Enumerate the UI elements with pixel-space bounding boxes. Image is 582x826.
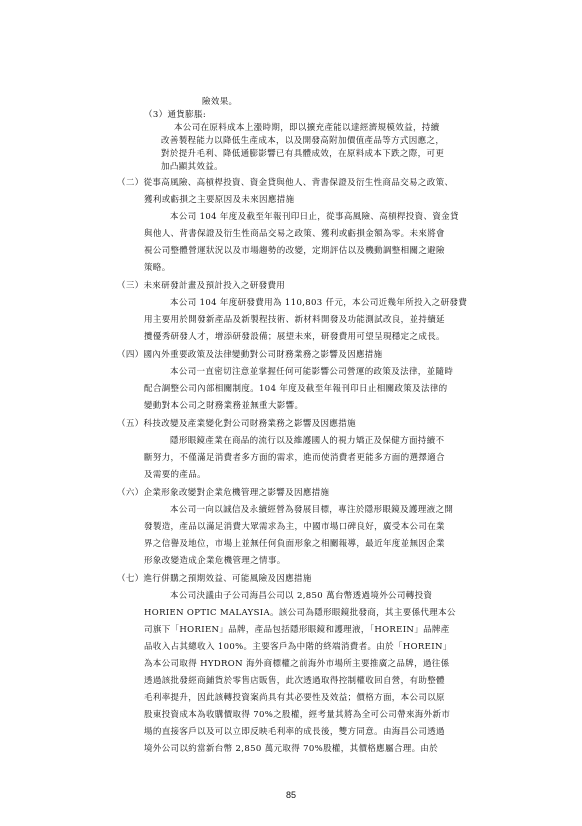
text-line: 本公司在原料成本上漲時期，即以擴充產能以達經濟規模效益，持續: [174, 123, 440, 133]
text-line: 對於提升毛利、降低通膨影響已有具體成效，在原料成本下跌之際，可更: [161, 149, 445, 159]
text-line: 攬優秀研發人才，增添研發設備；展望未來，研發費用可望呈現穩定之成長。: [144, 332, 445, 342]
text-line: 及需要的產品。: [144, 470, 206, 480]
text-line: 變動對本公司之財務業務並無重大影響。: [144, 401, 304, 411]
section-heading: （三）未來研發計畫及預計投入之研發費用: [117, 281, 286, 291]
text-line: 配合調整公司內部相關制度。104 年度及截至年報刊印日止相關政策及法律的: [144, 384, 448, 394]
text-line: 險效果。: [202, 97, 238, 107]
text-line: 形象改變造成企業危機管理之情事。: [144, 556, 286, 566]
text-line: 用主要用於開發新產品及新製程技術、新材料開發及功能測試改良，並持續延: [144, 315, 445, 325]
text-line: 界之信譽及地位，市場上並無任何負面形象之相關報導，最近年度並無因企業: [144, 539, 445, 549]
section-heading: （五）科技改變及產業變化對公司財務業務之影響及因應措施: [117, 419, 356, 429]
text-line: 發製造，產品以滿足消費大眾需求為主，中國市場口碑良好，廣受本公司在業: [144, 522, 445, 532]
text-line: 本公司一直密切注意並掌握任何可能影響公司營運的政策及法律，並隨時: [170, 367, 454, 377]
section-heading: （七）進行併購之預期效益、可能風險及因應措施: [117, 574, 312, 584]
text-line: HORIEN OPTIC MALAYSIA。該公司為隱形眼鏡批發商，其主要係代理本公: [144, 608, 456, 618]
section-heading-cont: 獲利或虧損之主要原因及未來因應措施: [144, 195, 295, 205]
page-number: 85: [285, 790, 296, 800]
section-heading: （二）從事高風險、高槓桿投資、資金貸與他人、背書保證及衍生性商品交易之政策、: [117, 178, 454, 188]
text-line: 本公司 104 年度研發費用為 110,803 仟元，本公司近幾年所投入之研發費: [170, 298, 468, 308]
subsection-heading: （3）通貨膨脹:: [144, 110, 207, 120]
text-line: 斷努力，不僅滿足消費者多方面的需求，進而使消費者更能多方面的選擇適合: [144, 453, 445, 463]
text-line: 司旗下「HORIEN」品牌，產品包括隱形眼鏡和護理液，「HOREIN」品牌產: [144, 625, 450, 635]
text-line: 為本公司取得 HYDRON 海外商標權之前海外市場所主要推廣之品牌，過往係: [144, 659, 450, 669]
text-line: 透過該批發經商鋪貨於零售店販售，此次透過取得控制權收回自營，有助整體: [144, 676, 445, 686]
section-heading: （四）國內外重要政策及法律變動對公司財務業務之影響及因應措施: [117, 350, 383, 360]
text-line: 本公司一向以誠信及永續經營為發展目標，專注於隱形眼鏡及護理液之開: [170, 505, 454, 515]
text-line: 加凸顯其效益。: [161, 162, 223, 172]
section-heading: （六）企業形象改變對企業危機管理之影響及因應措施: [117, 488, 330, 498]
text-line: 與他人、背書保證及衍生性商品交易之政策、獲利或虧損金額為零。未來將會: [144, 229, 445, 239]
text-line: 隱形眼鏡產業在商品的流行以及維護國人的視力矯正及保健方面持續不: [170, 436, 445, 446]
text-line: 視公司整體營運狀況以及市場趨勢的改變，定期評估以及機動調整相關之避險: [144, 246, 445, 256]
text-line: 改善製程能力以降低生產成本，以及開發高附加價值產品等方式因應之，: [161, 136, 445, 146]
text-line: 本公司 104 年度及截至年報刊印日止，從事高風險、高槓桿投資、資金貸: [170, 212, 459, 222]
text-line: 場的直接客戶以及可以立即反映毛利率的成長後，雙方同意。由海昌公司透過: [144, 727, 445, 737]
text-line: 品收入占其總收入 100%。主要客戶為中階的終端消費者。由於「HOREIN」: [144, 642, 452, 652]
text-line: 毛利率提升，因此該轉投資案尚具有其必要性及效益；價格方面，本公司以原: [144, 693, 445, 703]
text-line: 境外公司以約當新台幣 2,850 萬元取得 70%股權，其價格應屬合理。由於: [144, 744, 439, 754]
text-line: 本公司決議由子公司海昌公司以 2,850 萬台幣透過境外公司轉投資: [170, 591, 433, 601]
text-line: 策略。: [144, 263, 171, 273]
text-line: 股東投資成本為收購價取得 70%之股權，經考量其將為全可公司帶來海外新市: [144, 710, 451, 720]
